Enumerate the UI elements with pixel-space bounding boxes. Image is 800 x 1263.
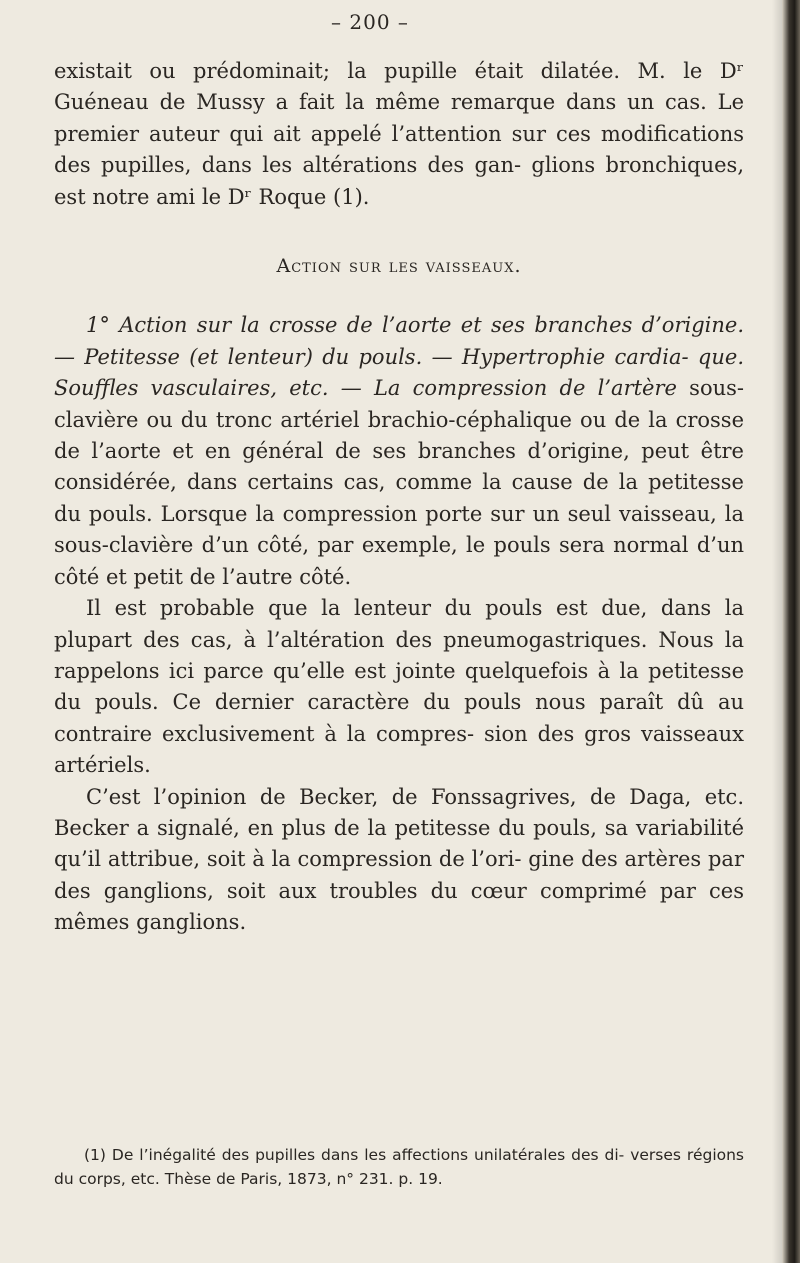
paragraph-lenteur <box>54 593 744 781</box>
section-heading: Action sur les vaisseaux. <box>276 255 522 278</box>
text-line: cœur comprimé par ces mêmes ganglions. <box>54 878 744 935</box>
text-line: cas. Le premier auteur qui ait appelé l’attention sur ces <box>54 90 744 146</box>
paragraph-becker <box>54 782 744 939</box>
text-line: modifications des pupilles, dans les altérations des gan- <box>54 121 744 178</box>
text-line: à la petitesse du pouls. Ce dernier caractère du pouls <box>54 658 744 715</box>
book-binding-edge <box>782 0 800 1263</box>
page-number: – 200 – <box>331 10 409 34</box>
footnote-line: (1) De l’inégalité des pupilles dans les affections unilatérales des di- <box>84 1146 631 1164</box>
text-line: existait ou prédominait; la pupille était dilatée. M. le <box>54 59 720 83</box>
text-line: l’autre côté. <box>222 564 352 589</box>
text-line: d’origine, peut être considérée, dans certains cas, comme <box>54 439 744 495</box>
text-line: glions bronchiques, est notre ami le Dʳ Roque (1). <box>54 153 744 209</box>
text-line: C’est l’opinion de Becker, de Fonssagrives, de Daga, etc. <box>86 784 744 809</box>
page-body <box>54 56 744 939</box>
text-line: nous paraît dû au contraire exclusivement à la compres- <box>54 690 745 746</box>
text-line: la plupart des cas, à l’altération des pneumogastriques. <box>54 596 744 652</box>
paragraph-action-crosse <box>54 310 744 593</box>
text-line: par exemple, le pouls sera normal d’un côté et petit de <box>54 533 744 589</box>
paragraph-continuation <box>54 56 744 213</box>
text-line: que. Souffles vasculaires, etc. — La compression de l’artère <box>54 344 744 401</box>
text-line: sous-clavière ou du tronc artériel brachio-céphalique ou <box>54 376 744 432</box>
text-line: — Petitesse (et lenteur) du pouls. — Hypertrophie cardia- <box>54 344 698 369</box>
text-line: porte sur un seul vaisseau, la sous-clavière d’un côté, <box>54 501 744 558</box>
footnote <box>54 1143 744 1191</box>
text-line: sion des gros vaisseaux artériels. <box>54 721 744 778</box>
page-shadow <box>772 0 782 1263</box>
text-line: la cause de la petitesse du pouls. Lorsque la compression <box>54 470 744 526</box>
text-line: 1° Action sur la crosse de l’aorte et ses branches d’origine. <box>86 313 744 338</box>
text-line: Becker a signalé, en plus de la petitesse du pouls, sa <box>54 815 636 840</box>
footnote-line: verses régions du corps, etc. Thèse de Paris, 1873, n° 231. p. 19. <box>54 1146 745 1188</box>
text-line: variabilité qu’il attribue, soit à la compression de l’ori- <box>54 815 744 872</box>
text-line: Nous la rappelons ici parce qu’elle est jointe quelquefois <box>54 627 744 683</box>
text-line: Il est probable que la lenteur du pouls est due, dans <box>86 596 725 621</box>
text-line: Dʳ Guéneau de Mussy a fait la même remarque dans un <box>54 59 744 115</box>
text-line: gine des artères par des ganglions, soit aux troubles du <box>54 847 744 903</box>
text-line: de la crosse de l’aorte et en général de ses branches <box>54 407 744 464</box>
